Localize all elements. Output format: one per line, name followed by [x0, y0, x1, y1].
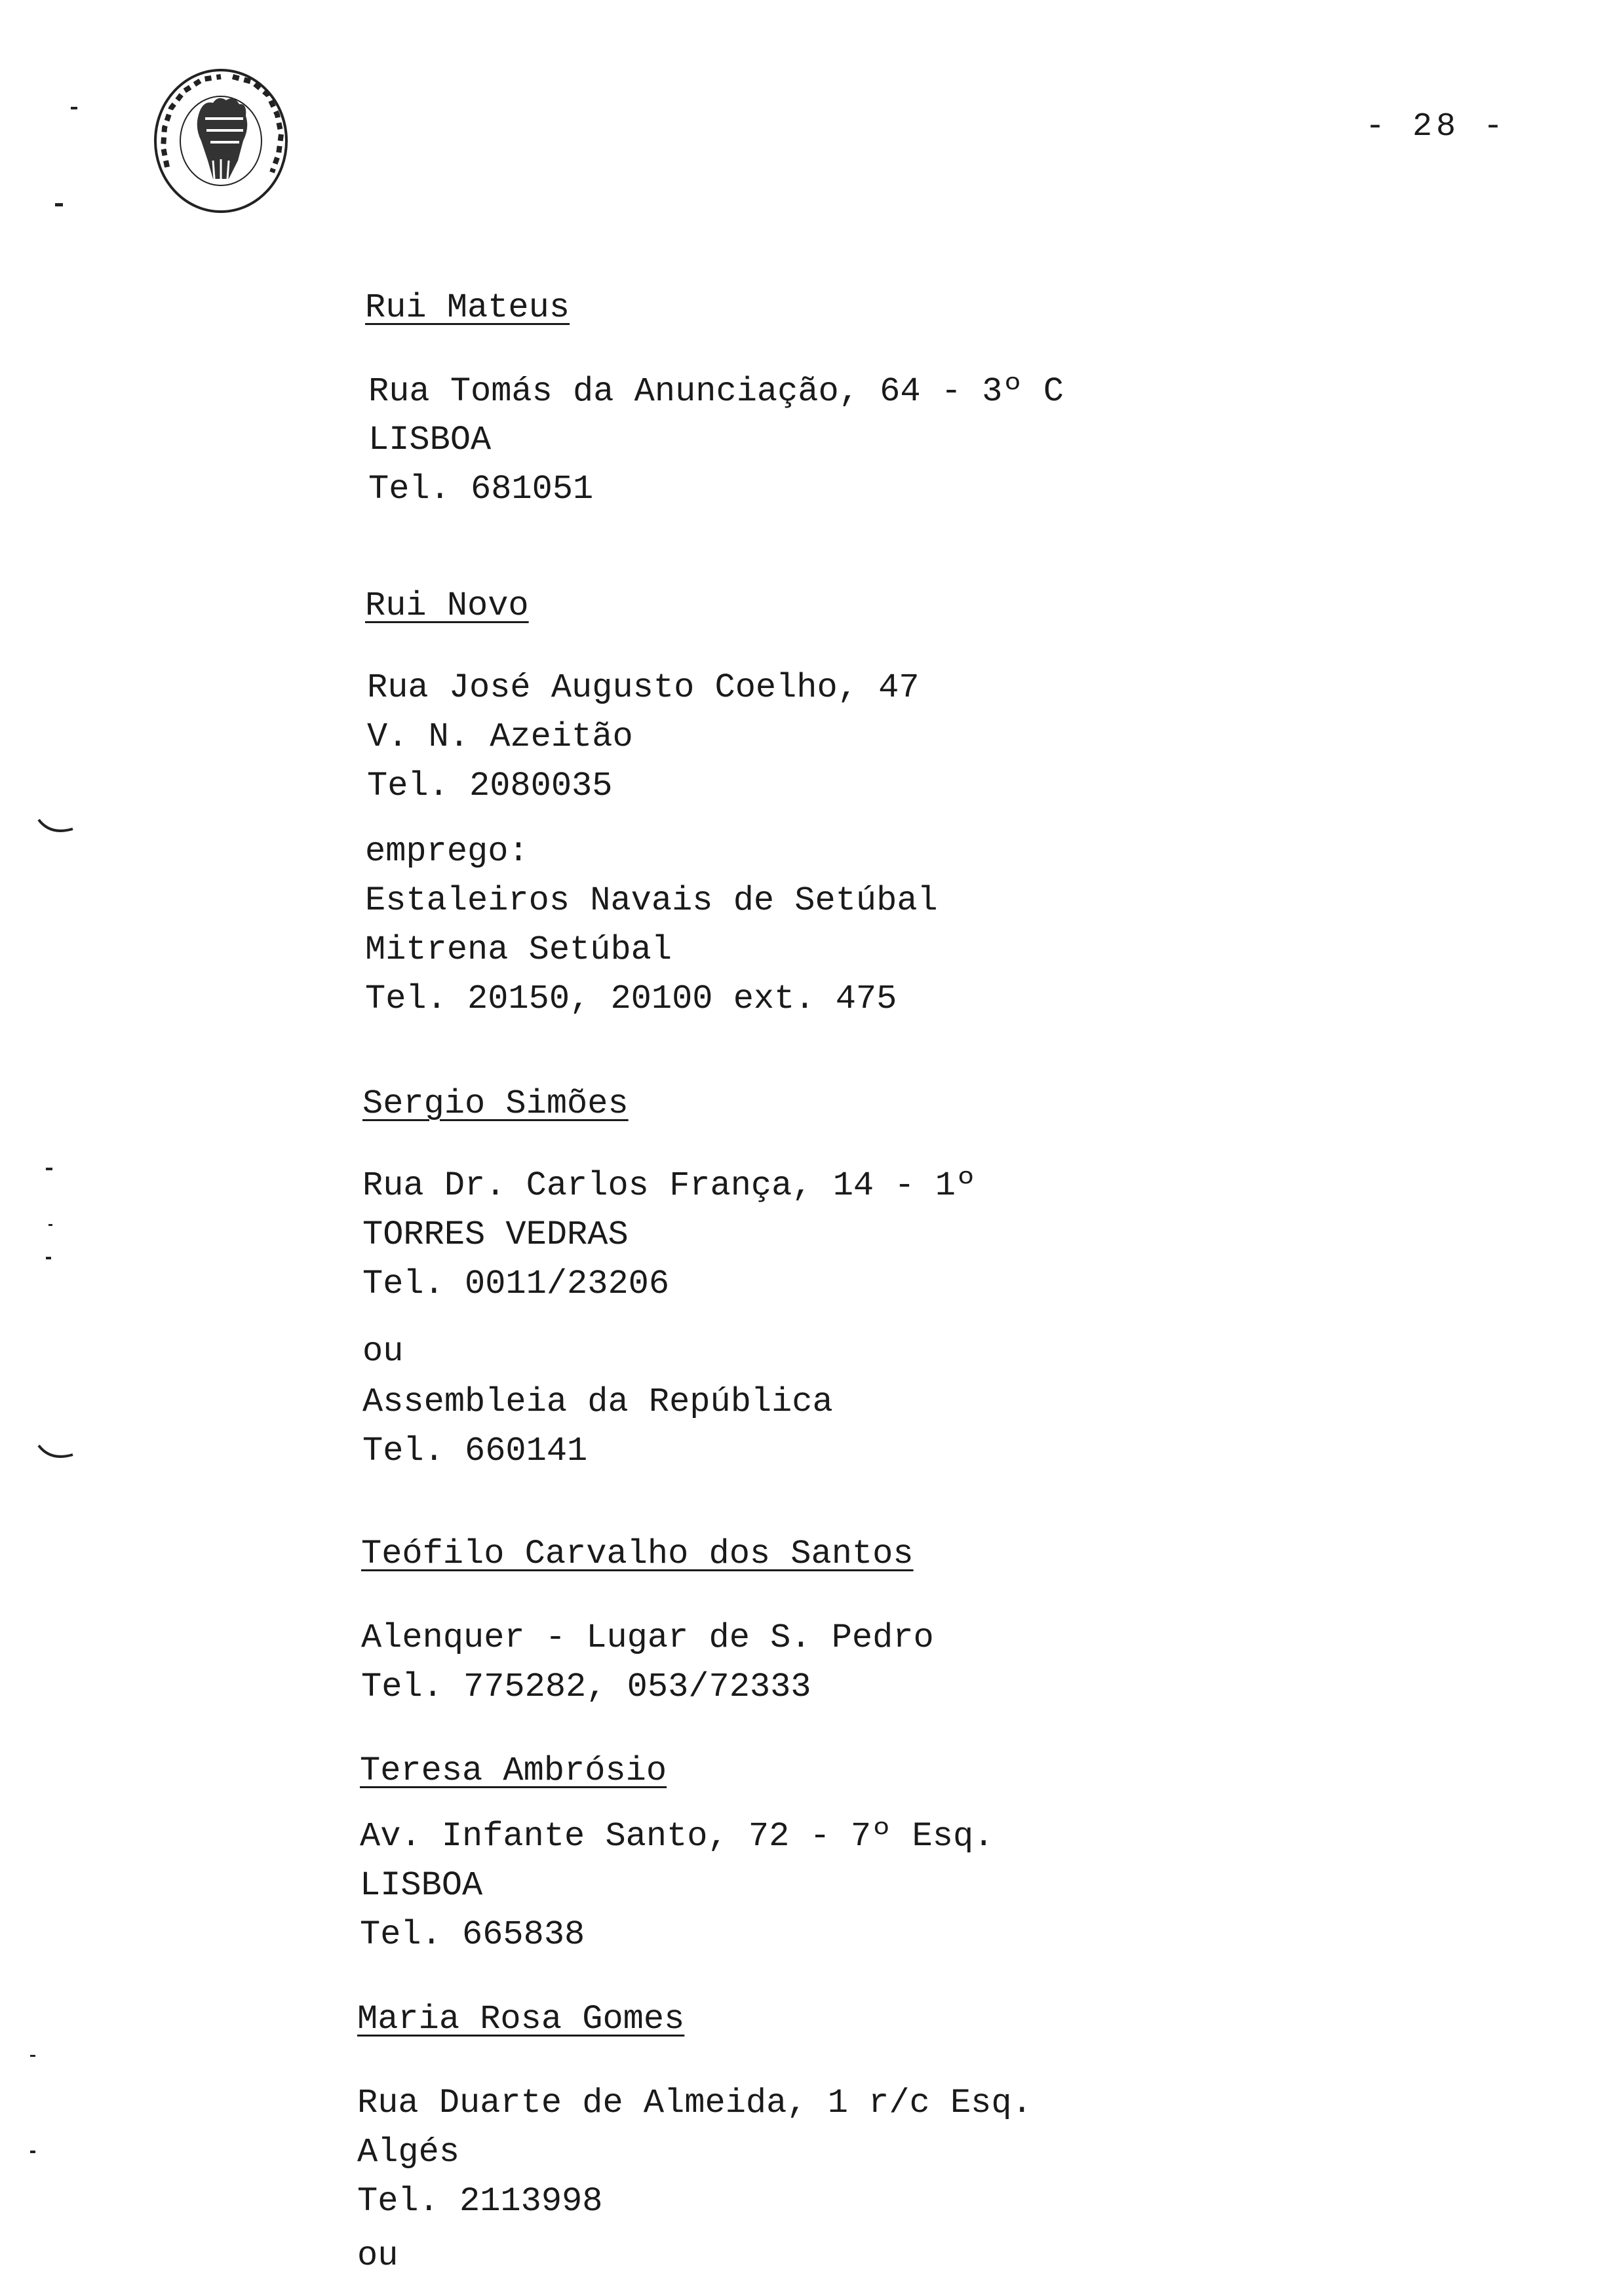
employer-city-line: Mitrena Setúbal — [365, 930, 672, 969]
city-line: LISBOA — [360, 1866, 483, 1905]
employer-phone-line: Tel. 20150, 20100 ext. 475 — [365, 980, 897, 1018]
city-line: V. N. Azeitão — [367, 718, 633, 756]
address-line: Rua Duarte de Almeida, 1 r/c Esq. — [357, 2084, 1032, 2122]
alternative-address-line: Assembleia da República — [362, 1383, 833, 1421]
phone-line: Tel. 665838 — [360, 1915, 585, 1954]
alternative-label: ou — [362, 1332, 404, 1371]
address-line: Av. Infante Santo, 72 - 7º Esq. — [360, 1817, 994, 1856]
address-line: Rua Dr. Carlos França, 14 - 1º — [362, 1166, 977, 1205]
margin-mark — [46, 1168, 52, 1170]
phone-line: Tel. 0011/23206 — [362, 1265, 670, 1303]
contact-name: Maria Rosa Gomes — [357, 2000, 685, 2038]
contact-name: Sergio Simões — [362, 1084, 629, 1123]
page-number: - 28 - — [1365, 108, 1507, 145]
address-line: Rua José Augusto Coelho, 47 — [367, 668, 920, 707]
city-line: LISBOA — [368, 421, 492, 459]
phone-line: Tel. 2113998 — [357, 2182, 603, 2221]
margin-mark — [55, 203, 63, 206]
contact-name: Rui Mateus — [365, 288, 570, 327]
employer-line: Estaleiros Navais de Setúbal — [365, 881, 938, 920]
alternative-label: ou — [357, 2236, 399, 2275]
phone-line: Tel. 2080035 — [367, 767, 613, 805]
city-line: Algés — [357, 2133, 460, 2172]
employment-label: emprego: — [365, 832, 529, 871]
partido-socialista-logo — [147, 62, 295, 220]
margin-mark — [46, 1257, 51, 1259]
alternative-phone-line: Tel. 660141 — [362, 1432, 588, 1470]
margin-mark — [30, 2151, 35, 2153]
hole-punch-mark — [36, 816, 75, 842]
contact-name: Rui Novo — [365, 586, 529, 625]
address-line: Alenquer - Lugar de S. Pedro — [361, 1618, 934, 1657]
margin-mark — [30, 2055, 35, 2057]
phone-line: Tel. 681051 — [368, 470, 594, 508]
hole-punch-mark — [36, 1442, 75, 1468]
phone-line: Tel. 775282, 053/72333 — [361, 1668, 811, 1706]
contact-name: Teresa Ambrósio — [360, 1751, 667, 1790]
address-line: Rua Tomás da Anunciação, 64 - 3º C — [368, 372, 1064, 411]
city-line: TORRES VEDRAS — [362, 1215, 629, 1254]
margin-mark — [71, 107, 77, 109]
contact-name: Teófilo Carvalho dos Santos — [361, 1535, 914, 1573]
margin-mark — [49, 1224, 52, 1226]
